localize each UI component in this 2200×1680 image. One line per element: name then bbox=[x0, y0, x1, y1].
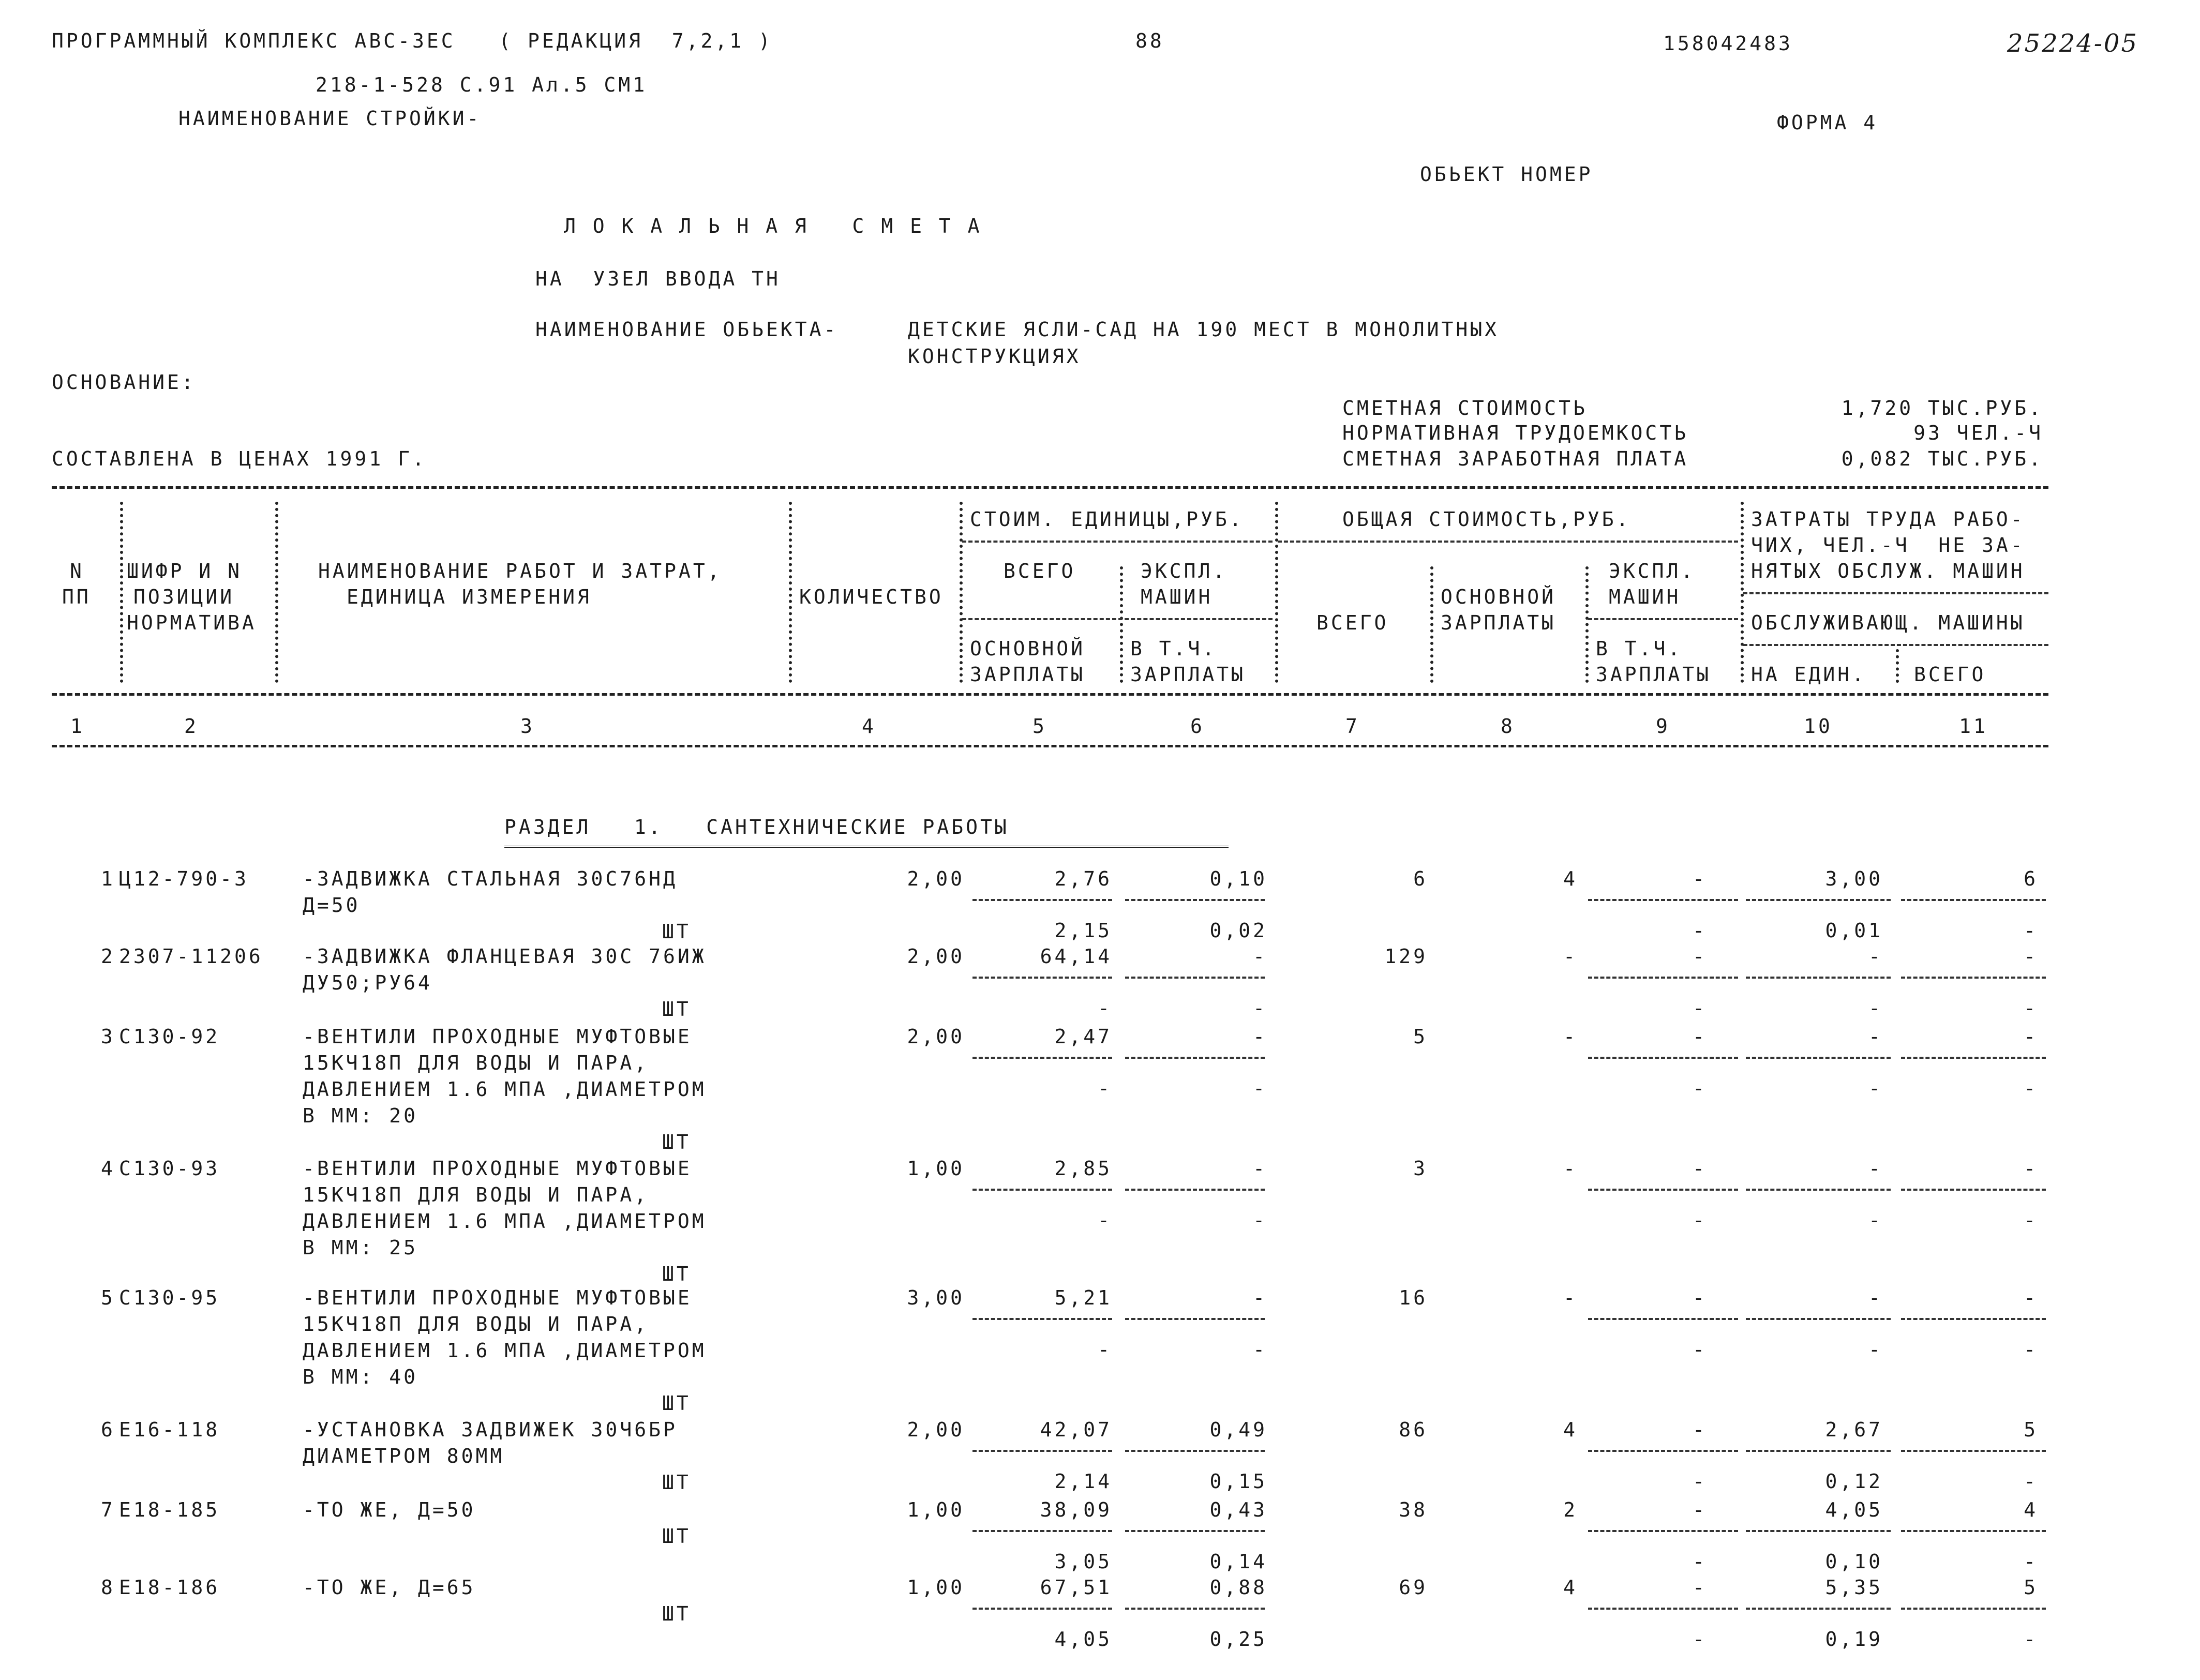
unit-cost-machine-wage: 0,15 bbox=[1209, 1470, 1267, 1493]
col-number: 10 bbox=[1804, 715, 1833, 738]
subtotal-rule bbox=[1901, 1608, 2046, 1610]
col5-header-3: ЗАРПЛАТЫ bbox=[970, 663, 1086, 686]
labor-per-unit: - bbox=[1868, 1157, 1883, 1180]
col-sep bbox=[1585, 566, 1589, 683]
machine-labor-total: - bbox=[2024, 1550, 2038, 1573]
row-quantity: 1,00 bbox=[907, 1576, 965, 1599]
col-sep bbox=[1275, 502, 1278, 683]
row-name-line: 15КЧ18П ДЛЯ ВОДЫ И ПАРА, bbox=[303, 1052, 649, 1074]
total-machine-wage: - bbox=[1693, 1550, 1707, 1573]
total-cost: 129 bbox=[1384, 945, 1428, 968]
col8-header: ОСНОВНОЙ bbox=[1441, 586, 1557, 608]
machine-labor-per-unit: - bbox=[1868, 1209, 1883, 1232]
unit-cost-wage: - bbox=[1098, 1209, 1112, 1232]
project-code: 218-1-528 С.91 Ал.5 СМ1 bbox=[316, 73, 648, 96]
subtotal-rule bbox=[1746, 977, 1891, 979]
document-title: Л О К А Л Ь Н А Я С М Е Т А bbox=[564, 215, 982, 237]
labor-total: - bbox=[2024, 1157, 2038, 1180]
labor-total: 5 bbox=[2024, 1576, 2038, 1599]
total-machine-wage: - bbox=[1693, 1209, 1707, 1232]
program-header: ПРОГРАММНЫЙ КОМПЛЕКС АВС-3ЕС ( РЕДАКЦИЯ 7,2,1 ) bbox=[52, 29, 773, 52]
unit-cost-machines: 0,49 bbox=[1209, 1418, 1267, 1441]
row-number: 5 bbox=[101, 1286, 115, 1309]
archive-code: 25224-05 bbox=[2007, 29, 2138, 58]
row-name-line: В ММ: 20 bbox=[303, 1104, 418, 1127]
subtotal-rule bbox=[1901, 1530, 2046, 1532]
col-number: 8 bbox=[1501, 715, 1515, 738]
machine-labor-per-unit: 0,12 bbox=[1825, 1470, 1883, 1493]
subtotal-rule bbox=[1125, 1530, 1265, 1532]
col3-header-2: ЕДИНИЦА ИЗМЕРЕНИЯ bbox=[347, 586, 592, 608]
object-name-line-2: КОНСТРУКЦИЯХ bbox=[908, 345, 1081, 368]
col2-header: ШИФР И N bbox=[127, 560, 243, 582]
total-machines: - bbox=[1693, 1498, 1707, 1521]
col-number: 3 bbox=[520, 715, 535, 738]
labor-per-unit: 2,67 bbox=[1825, 1418, 1883, 1441]
total-cost: 5 bbox=[1413, 1025, 1428, 1048]
unit-cost-total: 67,51 bbox=[1040, 1576, 1112, 1599]
row-unit: ШТ bbox=[662, 1471, 691, 1494]
col-number: 5 bbox=[1032, 715, 1047, 738]
row-name-line: 15КЧ18П ДЛЯ ВОДЫ И ПАРА, bbox=[303, 1183, 649, 1206]
total-wage: - bbox=[1563, 945, 1578, 968]
summary-value-wage: 0,082 ТЫС.РУБ. bbox=[1841, 447, 2043, 470]
unit-cost-machine-wage: 0,25 bbox=[1209, 1628, 1267, 1651]
row-code: С130-93 bbox=[119, 1157, 220, 1180]
unit-cost-machine-wage: - bbox=[1253, 997, 1267, 1019]
col-sep bbox=[1120, 566, 1123, 683]
summary-value-cost: 1,720 ТЫС.РУБ. bbox=[1841, 397, 2043, 419]
labor-header-3: НЯТЫХ ОБСЛУЖ. МАШИН bbox=[1751, 560, 2025, 582]
col5-header-2: ОСНОВНОЙ bbox=[970, 637, 1086, 660]
machine-labor-total: - bbox=[2024, 1209, 2038, 1232]
row-number: 1 bbox=[101, 867, 115, 890]
machine-labor-total: - bbox=[2024, 1077, 2038, 1100]
row-code: С130-92 bbox=[119, 1025, 220, 1048]
labor-per-unit: - bbox=[1868, 1025, 1883, 1048]
unit-cost-machine-wage: - bbox=[1253, 1077, 1267, 1100]
total-cost: 86 bbox=[1399, 1418, 1428, 1441]
summary-value-labor: 93 ЧЕЛ.-Ч bbox=[1913, 422, 2043, 444]
total-machines: - bbox=[1693, 1025, 1707, 1048]
unit-cost-total: 38,09 bbox=[1040, 1498, 1112, 1521]
section-underline bbox=[504, 846, 1229, 848]
row-code: С130-95 bbox=[119, 1286, 220, 1309]
machine-labor-total: - bbox=[2024, 919, 2038, 942]
construction-name-label: НАИМЕНОВАНИЕ СТРОЙКИ- bbox=[178, 107, 482, 130]
row-name-line: -ВЕНТИЛИ ПРОХОДНЫЕ МУФТОВЫЕ bbox=[303, 1025, 692, 1048]
col9-header: ЭКСПЛ. bbox=[1609, 560, 1696, 582]
machine-labor-per-unit: 0,01 bbox=[1825, 919, 1883, 942]
subtotal-rule bbox=[1588, 1057, 1738, 1059]
row-name-line: -ТО ЖЕ, Д=65 bbox=[303, 1576, 476, 1599]
subtotal-rule bbox=[1901, 899, 2046, 901]
labor-header-4: ОБСЛУЖИВАЮЩ. МАШИНЫ bbox=[1751, 611, 2025, 634]
subtotal-rule bbox=[1125, 1057, 1265, 1059]
subtotal-rule bbox=[1746, 1608, 1891, 1610]
header-inner-rule bbox=[1278, 541, 1738, 543]
row-quantity: 2,00 bbox=[907, 1025, 965, 1048]
total-cost: 38 bbox=[1399, 1498, 1428, 1521]
machine-labor-total: - bbox=[2024, 1470, 2038, 1493]
subtotal-rule bbox=[972, 977, 1112, 979]
labor-total: 4 bbox=[2024, 1498, 2038, 1521]
summary-label-cost: СМЕТНАЯ СТОИМОСТЬ bbox=[1342, 397, 1588, 419]
total-wage: - bbox=[1563, 1025, 1578, 1048]
total-machine-wage: - bbox=[1693, 1470, 1707, 1493]
total-machine-wage: - bbox=[1693, 919, 1707, 942]
subtotal-rule bbox=[1746, 1318, 1891, 1320]
subtotal-rule bbox=[1125, 1189, 1265, 1191]
summary-label-labor: НОРМАТИВНАЯ ТРУДОЕМКОСТЬ bbox=[1342, 422, 1689, 444]
section-title: РАЗДЕЛ 1. САНТЕХНИЧЕСКИЕ РАБОТЫ bbox=[504, 816, 1009, 838]
col-sep bbox=[1896, 649, 1899, 683]
total-machines: - bbox=[1693, 945, 1707, 968]
subtotal-rule bbox=[1901, 977, 2046, 979]
labor-header-2: ЧИХ, ЧЕЛ.-Ч НЕ ЗА- bbox=[1751, 534, 2025, 557]
col5-header: ВСЕГО bbox=[1004, 560, 1076, 582]
unit-cost-machines: 0,10 bbox=[1209, 867, 1267, 890]
row-code: Е18-186 bbox=[119, 1576, 220, 1599]
col-number: 9 bbox=[1656, 715, 1670, 738]
row-quantity: 1,00 bbox=[907, 1157, 965, 1180]
labor-total: - bbox=[2024, 1025, 2038, 1048]
subtotal-rule bbox=[972, 1318, 1112, 1320]
col-sep bbox=[1430, 566, 1433, 683]
subtotal-rule bbox=[972, 1057, 1112, 1059]
prices-label: СОСТАВЛЕНА В ЦЕНАХ 1991 Г. bbox=[52, 447, 427, 470]
doc-id: 158042483 bbox=[1663, 32, 1793, 55]
unit-cost-total: 2,76 bbox=[1054, 867, 1112, 890]
unit-cost-machine-wage: - bbox=[1253, 1209, 1267, 1232]
row-unit: ШТ bbox=[662, 1263, 691, 1285]
row-name-line: -ЗАДВИЖКА СТАЛЬНАЯ 30С76НД bbox=[303, 867, 678, 890]
subtotal-rule bbox=[1588, 1318, 1738, 1320]
total-machine-wage: - bbox=[1693, 1628, 1707, 1651]
page-number: 88 bbox=[1135, 29, 1164, 52]
labor-per-unit: 4,05 bbox=[1825, 1498, 1883, 1521]
labor-header-unit: НА ЕДИН. bbox=[1751, 663, 1867, 686]
header-top-rule bbox=[52, 486, 2048, 489]
unit-cost-machine-wage: 0,14 bbox=[1209, 1550, 1267, 1573]
labor-per-unit: - bbox=[1868, 1286, 1883, 1309]
subtotal-rule bbox=[1746, 899, 1891, 901]
total-machines: - bbox=[1693, 1576, 1707, 1599]
unit-cost-total: 5,21 bbox=[1054, 1286, 1112, 1309]
unit-cost-wage: 2,15 bbox=[1054, 919, 1112, 942]
basis-label: ОСНОВАНИЕ: bbox=[52, 371, 196, 394]
total-machine-wage: - bbox=[1693, 1338, 1707, 1361]
row-number: 2 bbox=[101, 945, 115, 968]
header-inner-rule bbox=[962, 541, 1273, 543]
total-cost: 16 bbox=[1399, 1286, 1428, 1309]
unit-cost-machine-wage: 0,02 bbox=[1209, 919, 1267, 942]
row-name-line: ДАВЛЕНИЕМ 1.6 МПА ,ДИАМЕТРОМ bbox=[303, 1078, 707, 1101]
labor-total: - bbox=[2024, 945, 2038, 968]
object-number-label: ОБЬЕКТ НОМЕР bbox=[1420, 163, 1593, 186]
unit-cost-total: 64,14 bbox=[1040, 945, 1112, 968]
row-quantity: 2,00 bbox=[907, 945, 965, 968]
row-unit: ШТ bbox=[662, 998, 691, 1021]
unit-cost-wage: 2,14 bbox=[1054, 1470, 1112, 1493]
row-code: Ц12-790-3 bbox=[119, 867, 249, 890]
unit-cost-machines: - bbox=[1253, 1286, 1267, 1309]
labor-per-unit: 5,35 bbox=[1825, 1576, 1883, 1599]
row-name-line: ДАВЛЕНИЕМ 1.6 МПА ,ДИАМЕТРОМ bbox=[303, 1339, 707, 1362]
col4-header: КОЛИЧЕСТВО bbox=[799, 586, 944, 608]
subtotal-rule bbox=[1588, 1450, 1738, 1452]
col1-header: N bbox=[70, 560, 84, 582]
row-name-line: Д=50 bbox=[303, 894, 361, 917]
col6-header: ЭКСПЛ. bbox=[1141, 560, 1228, 582]
total-machine-wage: - bbox=[1693, 1077, 1707, 1100]
col-number: 7 bbox=[1345, 715, 1360, 738]
row-unit: ШТ bbox=[662, 1525, 691, 1548]
summary-label-wage: СМЕТНАЯ ЗАРАБОТНАЯ ПЛАТА bbox=[1342, 447, 1689, 470]
row-unit: ШТ bbox=[662, 1392, 691, 1415]
row-name-line: В ММ: 40 bbox=[303, 1366, 418, 1388]
estimate-subject: НА УЗЕЛ ВВОДА ТН bbox=[535, 267, 781, 290]
labor-total: 6 bbox=[2024, 867, 2038, 890]
subtotal-rule bbox=[1588, 977, 1738, 979]
unit-cost-machines: - bbox=[1253, 1025, 1267, 1048]
machine-labor-per-unit: 0,10 bbox=[1825, 1550, 1883, 1573]
total-wage: 4 bbox=[1563, 867, 1578, 890]
subtotal-rule bbox=[1901, 1450, 2046, 1452]
row-quantity: 3,00 bbox=[907, 1286, 965, 1309]
col-number: 11 bbox=[1959, 715, 1988, 738]
total-wage: - bbox=[1563, 1157, 1578, 1180]
total-wage: 4 bbox=[1563, 1418, 1578, 1441]
row-name-line: ДАВЛЕНИЕМ 1.6 МПА ,ДИАМЕТРОМ bbox=[303, 1210, 707, 1233]
machine-labor-total: - bbox=[2024, 1338, 2038, 1361]
subtotal-rule bbox=[972, 1189, 1112, 1191]
unit-cost-header: СТОИМ. ЕДИНИЦЫ,РУБ. bbox=[970, 508, 1244, 531]
subtotal-rule bbox=[1746, 1450, 1891, 1452]
unit-cost-total: 2,85 bbox=[1054, 1157, 1112, 1180]
row-number: 3 bbox=[101, 1025, 115, 1048]
col1-header-2: ПП bbox=[62, 586, 91, 608]
form-label: ФОРМА 4 bbox=[1777, 111, 1878, 134]
subtotal-rule bbox=[1125, 1450, 1265, 1452]
subtotal-rule bbox=[1125, 1608, 1265, 1610]
subtotal-rule bbox=[1901, 1057, 2046, 1059]
total-cost: 3 bbox=[1413, 1157, 1428, 1180]
header-inner-rule bbox=[1588, 618, 1738, 620]
subtotal-rule bbox=[1588, 1608, 1738, 1610]
unit-cost-machines: 0,88 bbox=[1209, 1576, 1267, 1599]
col6-header-4: ЗАРПЛАТЫ bbox=[1130, 663, 1246, 686]
subtotal-rule bbox=[1746, 1057, 1891, 1059]
unit-cost-wage: - bbox=[1098, 997, 1112, 1019]
col9-header-2: МАШИН bbox=[1609, 586, 1681, 608]
machine-labor-per-unit: - bbox=[1868, 1338, 1883, 1361]
row-number: 6 bbox=[101, 1418, 115, 1441]
col-sep bbox=[960, 502, 963, 683]
col3-header: НАИМЕНОВАНИЕ РАБОТ И ЗАТРАТ, bbox=[318, 560, 722, 582]
subtotal-rule bbox=[972, 1608, 1112, 1610]
row-number: 4 bbox=[101, 1157, 115, 1180]
col-sep bbox=[789, 502, 792, 683]
total-machine-wage: - bbox=[1693, 997, 1707, 1019]
col6-header-2: МАШИН bbox=[1141, 586, 1213, 608]
subtotal-rule bbox=[1588, 1189, 1738, 1191]
col9-header-3: В Т.Ч. bbox=[1596, 637, 1683, 660]
row-name-line: -ЗАДВИЖКА ФЛАНЦЕВАЯ 30С 76ИЖ bbox=[303, 945, 707, 968]
subtotal-rule bbox=[1125, 1318, 1265, 1320]
machine-labor-per-unit: 0,19 bbox=[1825, 1628, 1883, 1651]
row-code: Е18-185 bbox=[119, 1498, 220, 1521]
unit-cost-wage: - bbox=[1098, 1338, 1112, 1361]
col-number: 4 bbox=[862, 715, 876, 738]
row-name-line: -ТО ЖЕ, Д=50 bbox=[303, 1498, 476, 1521]
object-label: НАИМЕНОВАНИЕ ОБЬЕКТА- bbox=[535, 318, 839, 341]
machine-labor-per-unit: - bbox=[1868, 1077, 1883, 1100]
subtotal-rule bbox=[1746, 1530, 1891, 1532]
header-inner-rule bbox=[962, 618, 1273, 620]
machine-labor-per-unit: - bbox=[1868, 997, 1883, 1019]
total-machines: - bbox=[1693, 1157, 1707, 1180]
row-quantity: 2,00 bbox=[907, 1418, 965, 1441]
total-cost-header: ОБЩАЯ СТОИМОСТЬ,РУБ. bbox=[1342, 508, 1631, 531]
labor-header-total: ВСЕГО bbox=[1914, 663, 1986, 686]
row-quantity: 1,00 bbox=[907, 1498, 965, 1521]
subtotal-rule bbox=[1125, 899, 1265, 901]
machine-labor-total: - bbox=[2024, 997, 2038, 1019]
subtotal-rule bbox=[1588, 899, 1738, 901]
row-name-line: ДИАМЕТРОМ 80ММ bbox=[303, 1445, 505, 1467]
total-cost: 6 bbox=[1413, 867, 1428, 890]
labor-per-unit: - bbox=[1868, 945, 1883, 968]
subtotal-rule bbox=[1901, 1189, 2046, 1191]
unit-cost-wage: 3,05 bbox=[1054, 1550, 1112, 1573]
total-wage: 2 bbox=[1563, 1498, 1578, 1521]
col6-header-3: В Т.Ч. bbox=[1130, 637, 1217, 660]
total-wage: - bbox=[1563, 1286, 1578, 1309]
total-machines: - bbox=[1693, 1286, 1707, 1309]
unit-cost-total: 42,07 bbox=[1040, 1418, 1112, 1441]
labor-per-unit: 3,00 bbox=[1825, 867, 1883, 890]
col-number: 1 bbox=[70, 715, 85, 738]
total-wage: 4 bbox=[1563, 1576, 1578, 1599]
col-sep bbox=[275, 502, 278, 683]
col-number: 6 bbox=[1190, 715, 1205, 738]
col7-header: ВСЕГО bbox=[1316, 611, 1389, 634]
machine-labor-total: - bbox=[2024, 1628, 2038, 1651]
col9-header-4: ЗАРПЛАТЫ bbox=[1596, 663, 1712, 686]
object-name-line-1: ДЕТСКИЕ ЯСЛИ-САД НА 190 МЕСТ В МОНОЛИТНЫХ bbox=[908, 318, 1499, 341]
row-name-line: -УСТАНОВКА ЗАДВИЖЕК 30Ч6БР bbox=[303, 1418, 678, 1441]
row-name-line: ДУ50;РУ64 bbox=[303, 971, 432, 994]
col-number: 2 bbox=[184, 715, 199, 738]
unit-cost-wage: 4,05 bbox=[1054, 1628, 1112, 1651]
subtotal-rule bbox=[972, 1450, 1112, 1452]
unit-cost-machines: - bbox=[1253, 945, 1267, 968]
labor-total: - bbox=[2024, 1286, 2038, 1309]
col2-header-2: ПОЗИЦИИ bbox=[133, 586, 235, 608]
row-code: 2307-11206 bbox=[119, 945, 263, 968]
col8-header-2: ЗАРПЛАТЫ bbox=[1441, 611, 1557, 634]
labor-header: ЗАТРАТЫ ТРУДА РАБО- bbox=[1751, 508, 2025, 531]
unit-cost-wage: - bbox=[1098, 1077, 1112, 1100]
row-name-line: -ВЕНТИЛИ ПРОХОДНЫЕ МУФТОВЫЕ bbox=[303, 1286, 692, 1309]
row-unit: ШТ bbox=[662, 1602, 691, 1625]
unit-cost-machine-wage: - bbox=[1253, 1338, 1267, 1361]
subtotal-rule bbox=[1588, 1530, 1738, 1532]
header-inner-rule bbox=[1743, 644, 2048, 646]
total-machines: - bbox=[1693, 1418, 1707, 1441]
total-cost: 69 bbox=[1399, 1576, 1428, 1599]
col2-header-3: НОРМАТИВА bbox=[127, 611, 257, 634]
unit-cost-machines: - bbox=[1253, 1157, 1267, 1180]
row-name-line: 15КЧ18П ДЛЯ ВОДЫ И ПАРА, bbox=[303, 1313, 649, 1336]
row-number: 7 bbox=[101, 1498, 115, 1521]
row-unit: ШТ bbox=[662, 920, 691, 943]
row-number: 8 bbox=[101, 1576, 115, 1599]
row-quantity: 2,00 bbox=[907, 867, 965, 890]
labor-total: 5 bbox=[2024, 1418, 2038, 1441]
subtotal-rule bbox=[972, 899, 1112, 901]
numbers-bottom-rule bbox=[52, 745, 2048, 747]
total-machines: - bbox=[1693, 867, 1707, 890]
row-unit: ШТ bbox=[662, 1131, 691, 1153]
col-sep bbox=[120, 502, 123, 683]
unit-cost-total: 2,47 bbox=[1054, 1025, 1112, 1048]
header-inner-rule bbox=[1743, 592, 2048, 594]
subtotal-rule bbox=[1746, 1189, 1891, 1191]
header-bottom-rule bbox=[52, 693, 2048, 696]
row-name-line: В ММ: 25 bbox=[303, 1236, 418, 1259]
subtotal-rule bbox=[972, 1530, 1112, 1532]
subtotal-rule bbox=[1125, 977, 1265, 979]
subtotal-rule bbox=[1901, 1318, 2046, 1320]
unit-cost-machines: 0,43 bbox=[1209, 1498, 1267, 1521]
row-name-line: -ВЕНТИЛИ ПРОХОДНЫЕ МУФТОВЫЕ bbox=[303, 1157, 692, 1180]
row-code: Е16-118 bbox=[119, 1418, 220, 1441]
